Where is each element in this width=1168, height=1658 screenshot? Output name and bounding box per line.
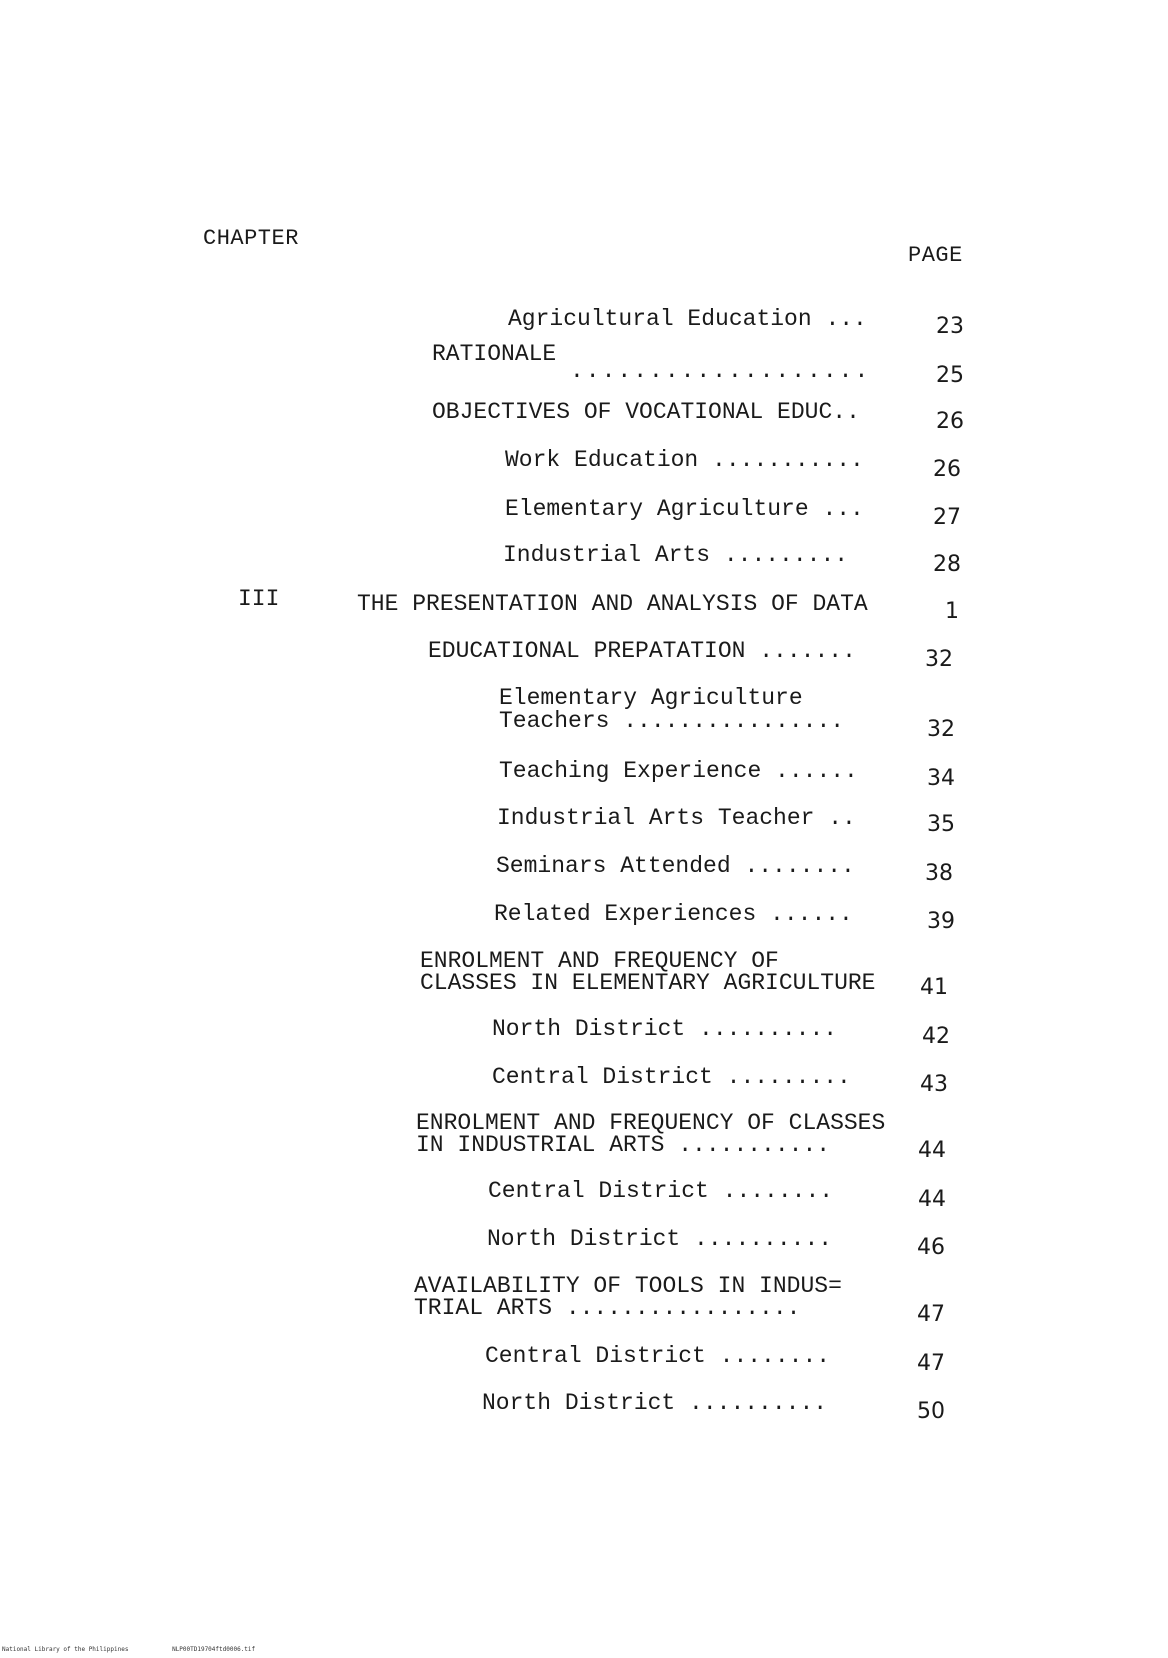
toc-entry-page: 25: [936, 363, 964, 388]
toc-entry-page: 34: [927, 766, 955, 791]
toc-entry-text: North District ..........: [482, 1390, 828, 1416]
toc-entry-page: 44: [918, 1138, 946, 1163]
toc-entry-page: 38: [925, 861, 953, 886]
page-column-header: PAGE: [908, 243, 963, 268]
footer-library: National Library of the Philippines: [2, 1646, 129, 1653]
toc-entry-dots: ...................: [570, 358, 871, 384]
toc-entry-text: Central District ........: [485, 1343, 831, 1369]
toc-entry-text-line2: CLASSES IN ELEMENTARY AGRICULTURE: [420, 970, 876, 996]
toc-entry-text: EDUCATIONAL PREPATATION .......: [428, 638, 856, 664]
toc-entry-page: 26: [933, 457, 961, 482]
toc-entry-text-line2: TRIAL ARTS .................: [414, 1295, 801, 1321]
toc-entry-text: AVAILABILITY OF TOOLS IN INDUS=: [414, 1273, 842, 1299]
toc-entry-text: Central District .........: [492, 1064, 851, 1090]
toc-entry-page: 1: [945, 599, 959, 624]
toc-entry-page: 35: [927, 812, 955, 837]
toc-entry-text: THE PRESENTATION AND ANALYSIS OF DATA: [357, 591, 868, 617]
toc-entry-text: ENROLMENT AND FREQUENCY OF: [420, 948, 779, 974]
toc-entry-page: 47: [917, 1351, 945, 1376]
toc-entry-page: 23: [936, 314, 964, 339]
toc-entry-page: 32: [925, 647, 953, 672]
toc-entry-page: 28: [933, 552, 961, 577]
toc-entry-text: Related Experiences ......: [494, 901, 853, 927]
toc-entry-text: Teaching Experience ......: [499, 758, 858, 784]
toc-entry-text: Agricultural Education ...: [508, 306, 867, 332]
toc-entry-text: North District ..........: [487, 1226, 833, 1252]
toc-entry-text: Industrial Arts Teacher ..: [497, 805, 856, 831]
toc-entry-page: 50: [917, 1399, 945, 1424]
toc-entry-page: 32: [927, 717, 955, 742]
toc-entry-text: RATIONALE: [432, 341, 557, 367]
toc-entry-page: 41: [920, 975, 948, 1000]
toc-entry-page: 26: [936, 409, 964, 434]
toc-entry-text-line2: IN INDUSTRIAL ARTS ...........: [416, 1132, 831, 1158]
toc-entry-page: 42: [922, 1024, 950, 1049]
toc-entry-text: OBJECTIVES OF VOCATIONAL EDUC..: [432, 399, 860, 425]
toc-entry-text: Central District ........: [488, 1178, 834, 1204]
toc-entry-page: 46: [917, 1235, 945, 1260]
toc-entry-page: 39: [927, 909, 955, 934]
toc-entry-text: Industrial Arts .........: [503, 542, 849, 568]
toc-entry-text: Seminars Attended ........: [496, 853, 855, 879]
scan-footer: [2, 1646, 295, 1653]
toc-entry-page: 43: [920, 1072, 948, 1097]
chapter-number: III: [238, 586, 280, 612]
chapter-column-header: CHAPTER: [203, 226, 299, 251]
toc-entry-text: ENROLMENT AND FREQUENCY OF CLASSES: [416, 1110, 886, 1136]
toc-entry-text-line2: Teachers ................: [499, 708, 845, 734]
toc-entry-text: North District ..........: [492, 1016, 838, 1042]
toc-entry-text: Work Education ...........: [505, 447, 864, 473]
toc-entry-page: 44: [918, 1187, 946, 1212]
toc-entry-page: 27: [933, 505, 961, 530]
footer-file: NLP00TD19704ftd0006.tif: [172, 1646, 256, 1653]
toc-entry-text: Elementary Agriculture ...: [505, 496, 864, 522]
toc-entry-page: 47: [917, 1302, 945, 1327]
toc-entry-text: Elementary Agriculture: [499, 685, 803, 711]
